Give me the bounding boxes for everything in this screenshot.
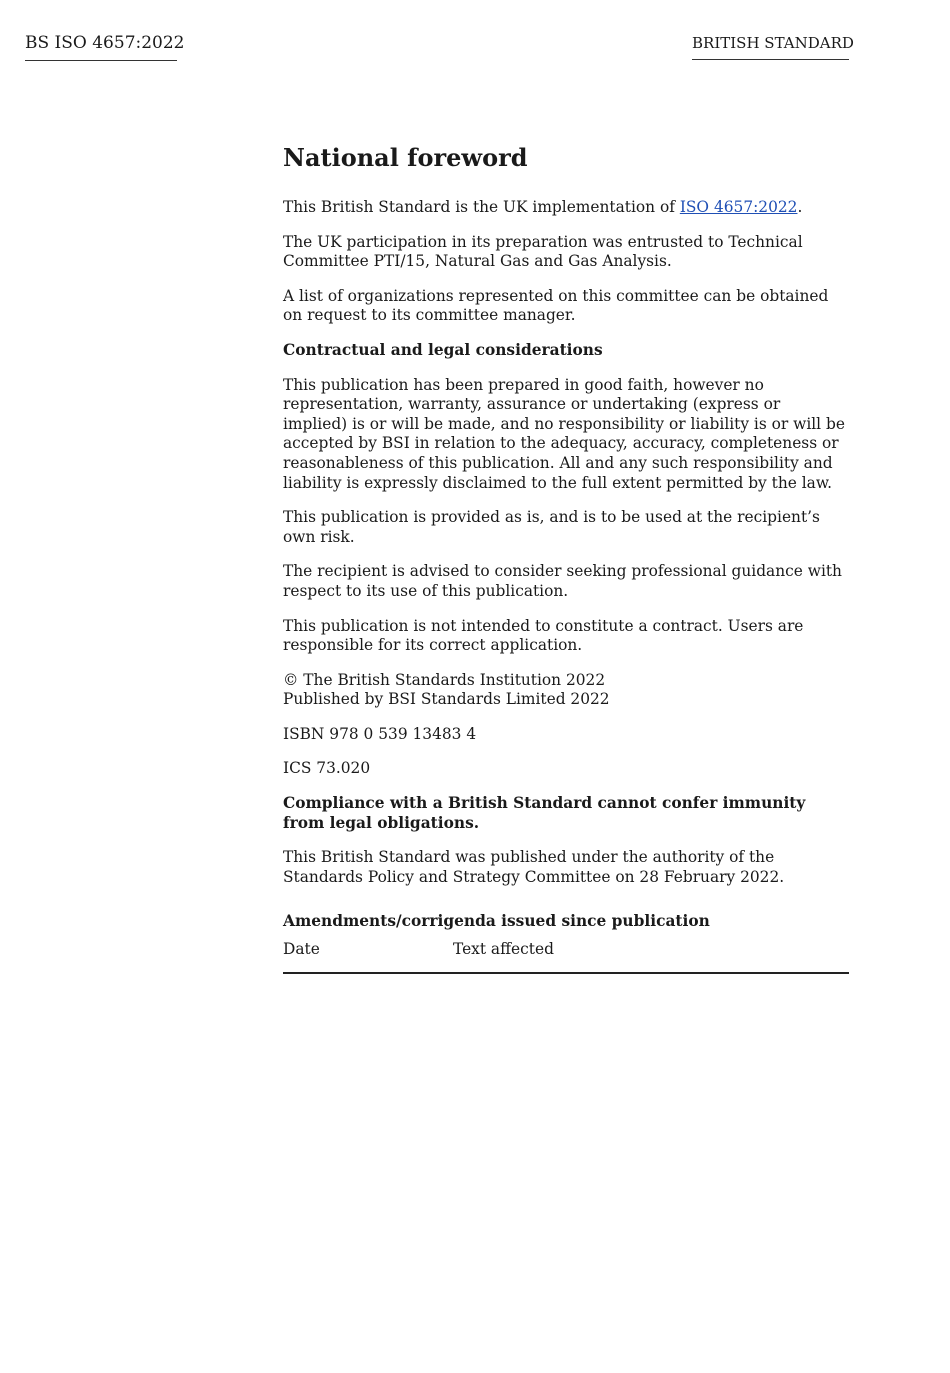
- compliance-statement: Compliance with a British Standard cannot confer immunity from legal obligations.: [283, 794, 806, 832]
- iso-standard-link[interactable]: ISO 4657:2022: [679, 198, 798, 216]
- good-faith-paragraph: This publication has been prepared in good faith, however no representation, warranty, assurance or undertaking (express or implied) is or will be made, and no responsibility or liability is or will be accepted by BSI in relation to the adequacy, accuracy, completeness or reasonableness of this publication. All and any such responsibility and liability is expressly disclaimed to the full extent permitted by the law.: [283, 375, 845, 492]
- organizations-paragraph: A list of organizations represented on this committee can be obtained on request to its committee manager.: [283, 286, 829, 325]
- implementation-paragraph: [283, 198, 849, 218]
- professional-guidance-paragraph: The recipient is advised to consider seeking professional guidance with respect to its use of this publication.: [283, 562, 842, 600]
- publisher-line: Published by BSI Standards Limited 2022: [283, 690, 610, 709]
- text-affected-column-header: Text affected: [453, 940, 554, 959]
- date-column-header: Date: [283, 940, 320, 959]
- national-foreword: [283, 140, 849, 974]
- implementation-text: This British Standard is the UK implementation of: [283, 198, 680, 216]
- document-code-header: BS ISO 4657:2022: [25, 30, 177, 61]
- committee-paragraph: The UK participation in its preparation was entrusted to Technical Committee PTI/15, Natural Gas and Gas Analysis.: [283, 232, 803, 271]
- authority-paragraph: This British Standard was published under the authority of the Standards Policy and Strategy Committee on 28 February 2022.: [283, 848, 785, 886]
- copyright-block: [283, 671, 849, 710]
- own-risk-paragraph: This publication is provided as is, and is to be used at the recipient’s own risk.: [283, 508, 820, 546]
- contractual-heading: Contractual and legal considerations: [283, 340, 603, 359]
- isbn: ISBN 978 0 539 13483 4: [283, 724, 477, 743]
- ics-code: ICS 73.020: [283, 759, 371, 778]
- copyright-line: © The British Standards Institution 2022: [283, 670, 606, 689]
- implementation-suffix: .: [797, 198, 803, 216]
- page-title: National foreword: [283, 143, 528, 172]
- standard-type-header: BRITISH STANDARD: [692, 31, 849, 60]
- amendments-heading: Amendments/corrigenda issued since publication: [283, 912, 710, 931]
- not-a-contract-paragraph: This publication is not intended to constitute a contract. Users are responsible for its correct application.: [283, 616, 804, 655]
- amendments-table: [283, 940, 849, 974]
